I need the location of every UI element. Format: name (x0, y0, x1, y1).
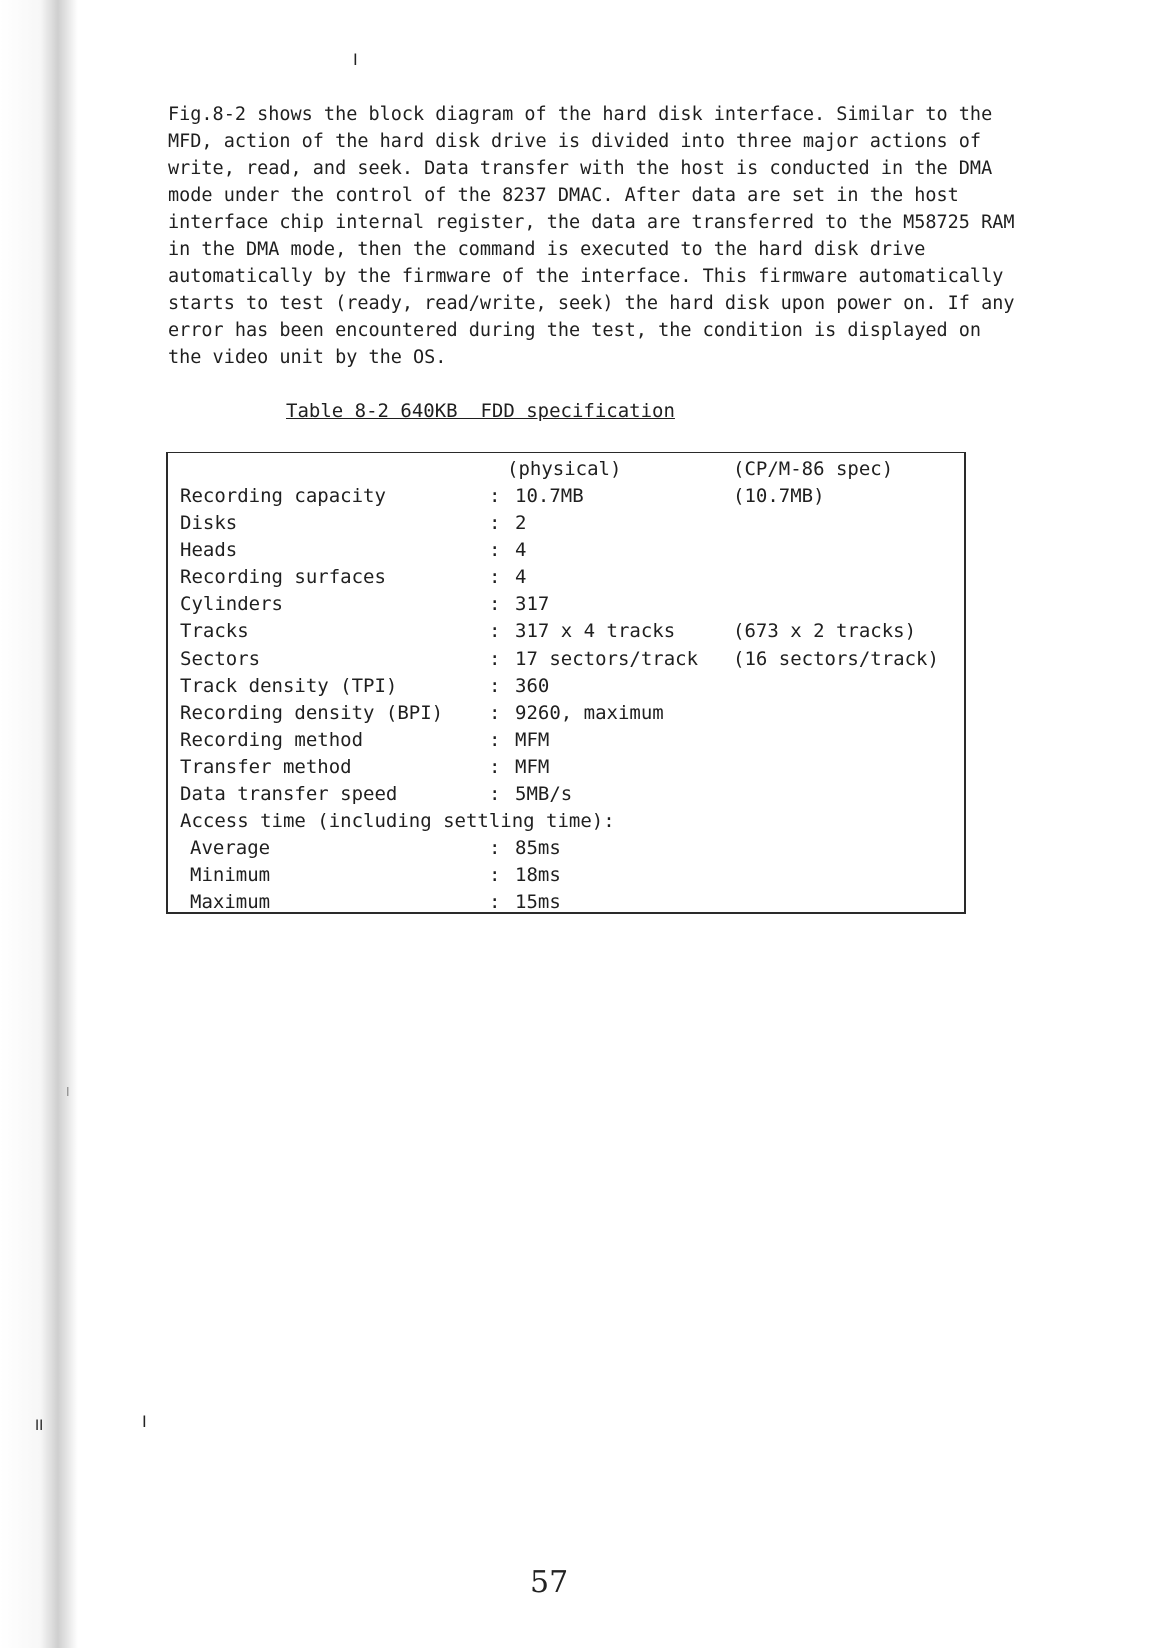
table-row (0, 566, 1156, 593)
paragraph-line: in the DMA mode, then the command is executed to the hard disk drive (168, 239, 926, 260)
spec-label: Transfer method (180, 756, 352, 778)
table-row (0, 810, 1156, 837)
paragraph-line: automatically by the firmware of the interface. This firmware automatically (168, 266, 1004, 287)
margin-tick-mark: II (35, 1418, 44, 1434)
spec-colon: : (489, 566, 501, 588)
spec-label: Recording method (180, 729, 364, 751)
spec-colon: : (489, 539, 501, 561)
paragraph-line: MFD, action of the hard disk drive is divided into three major actions of (168, 131, 982, 152)
spec-colon: : (489, 864, 501, 886)
spec-colon: : (489, 702, 501, 724)
spec-label: Maximum (190, 891, 271, 913)
spec-physical-value: MFM (515, 729, 550, 751)
spec-label: Data transfer speed (180, 783, 398, 805)
spec-colon: : (489, 512, 501, 534)
spec-colon: : (489, 783, 501, 805)
spec-colon: : (489, 837, 501, 859)
spec-cpm-value: (16 sectors/track) (733, 648, 939, 670)
spec-physical-value: 4 (515, 539, 527, 561)
spec-cpm-value: (10.7MB) (733, 485, 825, 507)
table-row (0, 485, 1156, 512)
spec-physical-value: 317 (515, 593, 550, 615)
table-row (0, 756, 1156, 783)
table-row (0, 593, 1156, 620)
spec-label: Recording capacity (180, 485, 386, 507)
table-row (0, 891, 1156, 918)
spec-physical-value: 4 (515, 566, 527, 588)
table-row (0, 864, 1156, 891)
spec-physical-value: MFM (515, 756, 550, 778)
top-tick-mark: I (353, 50, 358, 69)
paragraph-line: starts to test (ready, read/write, seek) the hard disk upon power on. If any (168, 293, 1015, 314)
table-row (0, 837, 1156, 864)
table-row (0, 702, 1156, 729)
table-row (0, 648, 1156, 675)
margin-tick-mark: I (142, 1412, 147, 1431)
page-number: 57 (530, 1565, 569, 1600)
margin-tick-mark: I (66, 1085, 70, 1099)
spec-label: Minimum (190, 864, 271, 886)
paragraph-line: interface chip internal register, the data are transferred to the M58725 RAM (168, 212, 1015, 233)
spec-label: Disks (180, 512, 238, 534)
spec-physical-value: 317 x 4 tracks (515, 620, 676, 642)
spec-physical-value: 9260, maximum (515, 702, 664, 724)
table-row (0, 783, 1156, 810)
spec-colon: : (489, 729, 501, 751)
spec-physical-value: 15ms (515, 891, 561, 913)
spec-label: Sectors (180, 648, 261, 670)
paragraph-line: the video unit by the OS. (168, 347, 447, 368)
spec-label: Tracks (180, 620, 249, 642)
spec-cpm-value: (673 x 2 tracks) (733, 620, 917, 642)
spec-colon: : (489, 891, 501, 913)
spec-label: Recording density (BPI) (180, 702, 444, 724)
spec-physical-value: 10.7MB (515, 485, 584, 507)
paragraph-line: write, read, and seek. Data transfer with the host is conducted in the DMA (168, 158, 993, 179)
spec-physical-value: 85ms (515, 837, 561, 859)
spec-label: Heads (180, 539, 238, 561)
spec-physical-value: 18ms (515, 864, 561, 886)
paragraph-line: error has been encountered during the test, the condition is displayed on (168, 320, 982, 341)
column-header-physical: (physical) (507, 458, 622, 480)
spec-label: Recording surfaces (180, 566, 386, 588)
table-row (0, 729, 1156, 756)
spec-colon: : (489, 648, 501, 670)
table-row (0, 539, 1156, 566)
table-row (0, 620, 1156, 647)
spec-label: Average (190, 837, 271, 859)
access-time-heading: Access time (including settling time): (180, 810, 615, 832)
spec-colon: : (489, 593, 501, 615)
spec-colon: : (489, 756, 501, 778)
spec-colon: : (489, 675, 501, 697)
column-header-cpm: (CP/M-86 spec) (733, 458, 894, 480)
spec-label: Cylinders (180, 593, 283, 615)
paragraph-line: Fig.8-2 shows the block diagram of the hard disk interface. Similar to the (168, 104, 993, 125)
spec-colon: : (489, 620, 501, 642)
body-paragraph (168, 101, 1088, 371)
spec-physical-value: 5MB/s (515, 783, 573, 805)
spec-colon: : (489, 485, 501, 507)
table-row (0, 675, 1156, 702)
spec-label: Track density (TPI) (180, 675, 398, 697)
spec-physical-value: 17 sectors/track (515, 648, 699, 670)
table-row (0, 512, 1156, 539)
table-caption: Table 8-2 640KB FDD specification (286, 400, 675, 422)
spec-physical-value: 2 (515, 512, 527, 534)
paragraph-line: mode under the control of the 8237 DMAC. After data are set in the host (168, 185, 959, 206)
spec-physical-value: 360 (515, 675, 550, 697)
